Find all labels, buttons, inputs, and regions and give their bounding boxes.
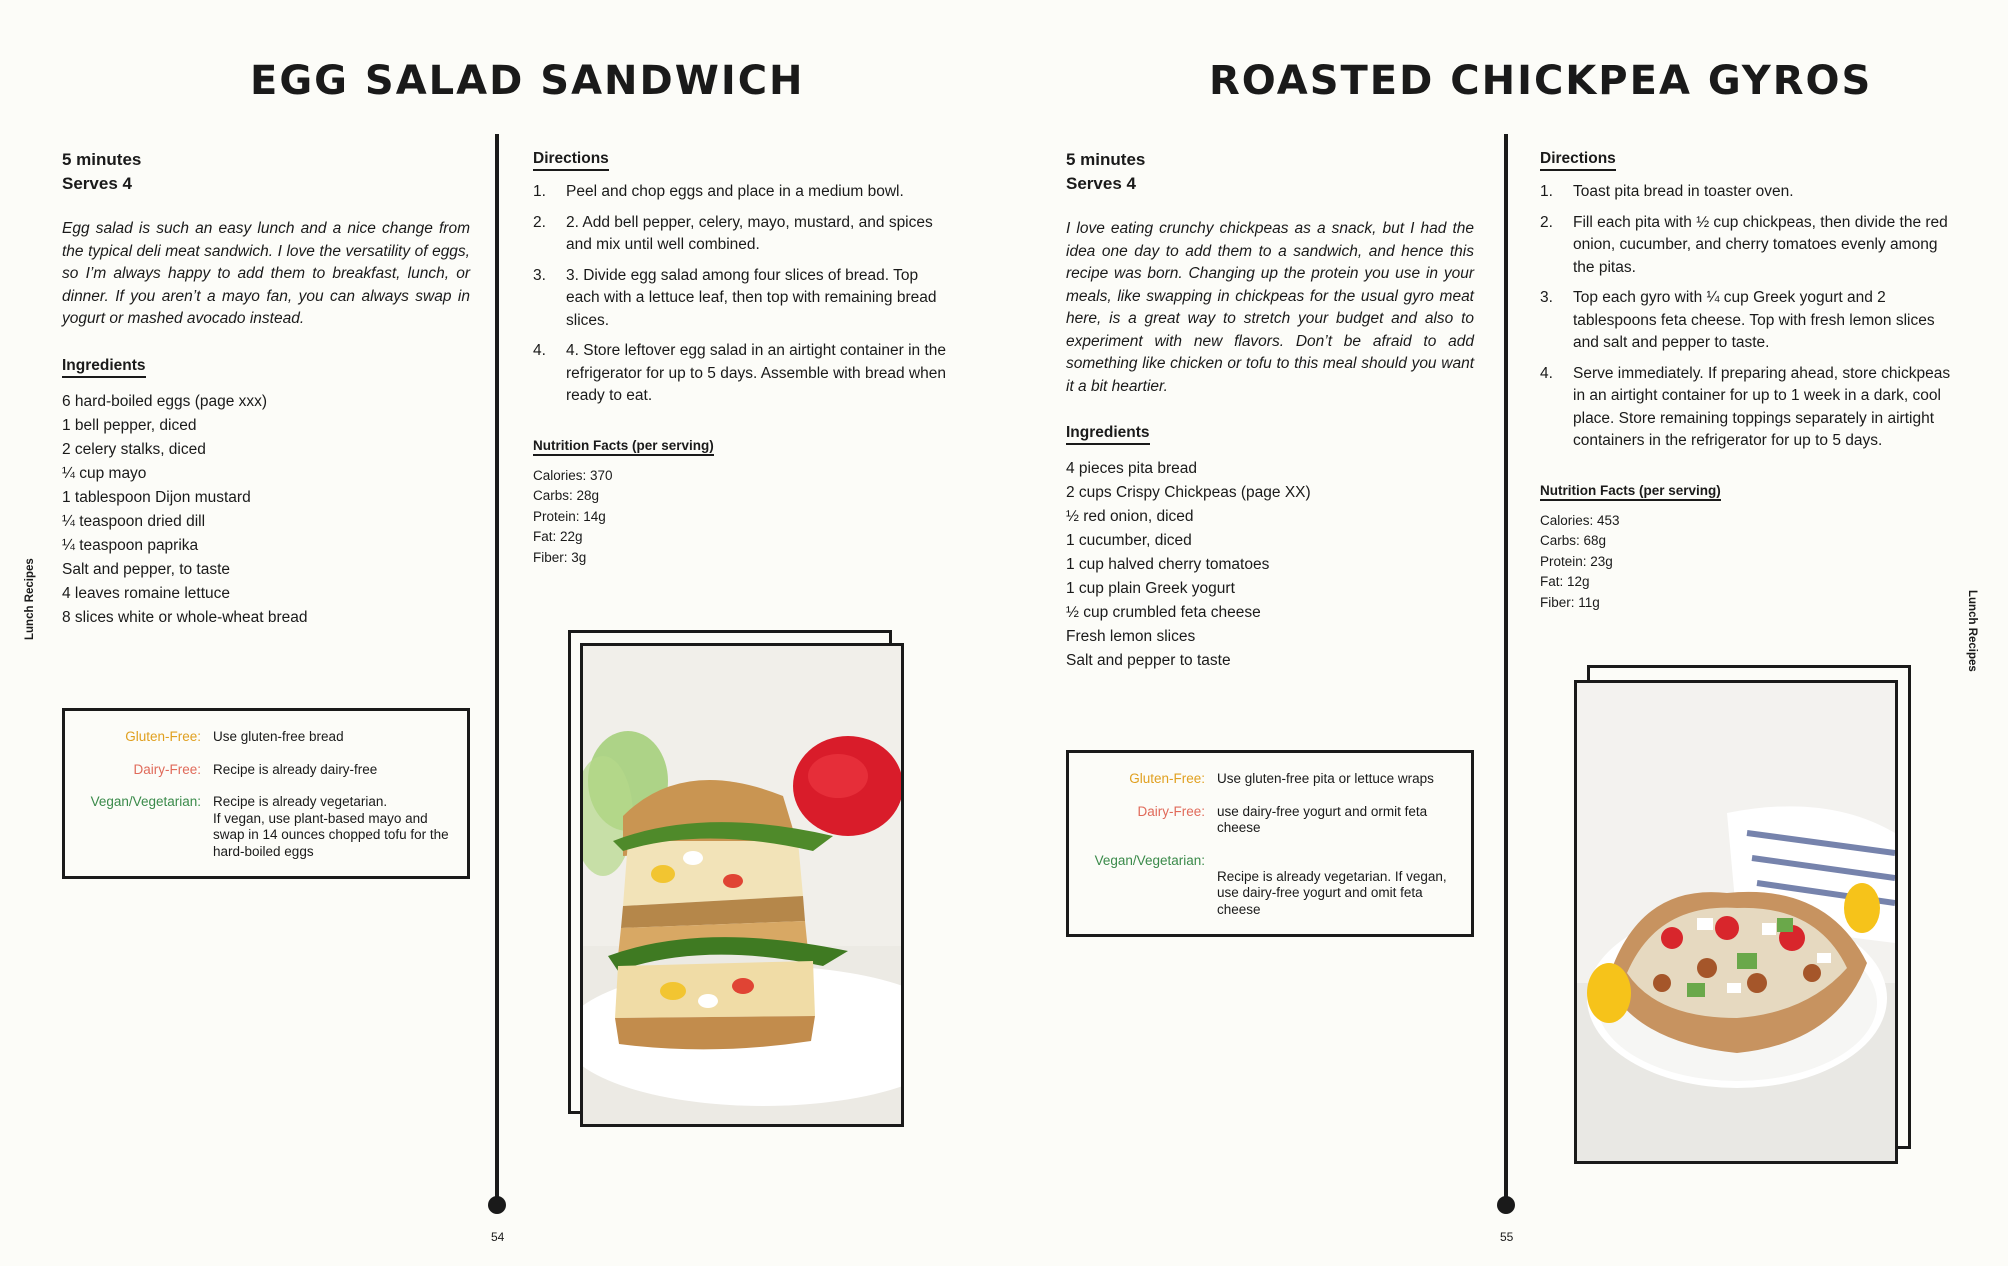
ingredient-item: Salt and pepper, to taste [62, 560, 231, 578]
chickpea-gyros-photo [1574, 680, 1898, 1164]
nutrition-item: Protein: 23g [1540, 553, 1613, 569]
ingredient-item: ¼ teaspoon paprika [62, 536, 199, 554]
vegan-label: Vegan/Vegetarian: [1094, 852, 1205, 868]
ingredients-heading: Ingredients [62, 357, 146, 378]
recipe-intro: I love eating crunchy chickpeas as a snack, but I had the idea one day to add them to a sandwich, and hence this recipe was born. Changing up the protein you use in your meals, like swapping in chickpeas for the usual gyro meat here, is a great way to stretch your budget and also to experiment with new flavors. Don’t be afraid to add something like chicken or tofu to this meal should you want it a bit heartier. [1066, 220, 1474, 395]
nutrition-item: Fat: 12g [1540, 574, 1590, 589]
dairy-free-value: Recipe is already dairy-free [213, 761, 378, 777]
nutrition-heading: Nutrition Facts (per serving) [533, 438, 714, 456]
ingredient-item: 4 pieces pita bread [1066, 460, 1197, 477]
diet-row-gluten-free [1077, 771, 1457, 788]
ingredient-item: ¼ teaspoon dried dill [62, 512, 206, 530]
spine-line [1504, 134, 1508, 1202]
nutrition-item: Fiber: 3g [533, 549, 587, 565]
directions-column [533, 150, 953, 568]
step-text: Serve immediately. If preparing ahead, store chickpeas in an airtight container for up to 1 week in a dark, cool place. Store remaining toppings separately in airtight containers in the refrigerator for up to 5 days. [1573, 364, 1951, 449]
ingredient-item: 1 cucumber, diced [1066, 532, 1192, 549]
direction-step [1540, 181, 1960, 204]
recipe-title: EGG SALAD SANDWICH [250, 58, 805, 104]
servings: Serves 4 [62, 174, 132, 193]
servings: Serves 4 [1066, 174, 1136, 193]
page-number: 55 [1500, 1230, 1514, 1244]
step-number: 4. [1540, 364, 1553, 382]
direction-step [533, 181, 953, 204]
diet-row-dairy-free [1077, 804, 1457, 837]
step-number: 2. [1540, 213, 1553, 231]
recipe-title: ROASTED CHICKPEA GYROS [1209, 58, 1873, 104]
ingredient-item: 2 celery stalks, diced [62, 440, 206, 458]
direction-step [533, 265, 953, 333]
recipe-info-column [1066, 148, 1474, 673]
direction-step [533, 212, 953, 257]
spine-dot [488, 1196, 506, 1214]
nutrition-item: Calories: 453 [1540, 512, 1620, 528]
nutrition-item: Fiber: 11g [1540, 594, 1600, 610]
recipe-info-column [62, 148, 470, 630]
directions-heading: Directions [533, 150, 609, 171]
dairy-free-label: Dairy-Free: [1137, 803, 1205, 819]
gluten-free-label: Gluten-Free: [1129, 771, 1205, 786]
step-number: 2. [533, 213, 546, 231]
ingredient-item: ¼ cup mayo [62, 464, 147, 482]
step-text: 4. Store leftover egg salad in an airtight container in the refrigerator for up to 5 days. Assemble with bread when ready to eat. [566, 342, 946, 404]
directions-heading: Directions [1540, 150, 1616, 171]
step-text: Top each gyro with ¼ cup Greek yogurt and 2 tablespoons feta cheese. Top with fresh lemon slices and salt and pepper to taste. [1573, 289, 1935, 351]
ingredients-heading: Ingredients [1066, 424, 1150, 445]
diet-row-vegan [1077, 853, 1457, 919]
nutrition-item: Protein: 14g [533, 508, 606, 524]
ingredient-item: 1 cup halved cherry tomatoes [1066, 556, 1270, 573]
direction-step [533, 340, 953, 408]
directions-list [1540, 181, 1960, 453]
directions-list [533, 181, 953, 408]
gluten-free-label: Gluten-Free: [125, 729, 201, 744]
dairy-free-value: use dairy-free yogurt and ormit feta cheese [1217, 803, 1428, 835]
page-number: 54 [491, 1230, 505, 1244]
spine-line [495, 134, 499, 1202]
step-number: 3. [533, 266, 546, 284]
nutrition-item: Carbs: 28g [533, 488, 600, 503]
nutrition-list [1540, 511, 1960, 614]
diet-row-gluten-free [73, 729, 453, 746]
prep-time: 5 minutes [62, 150, 142, 169]
step-text: Fill each pita with ½ cup chickpeas, then divide the red onion, cucumber, and cherry tomatoes evenly among the pitas. [1573, 213, 1948, 276]
ingredient-item: 1 bell pepper, diced [62, 416, 197, 434]
ingredient-item: 2 cups Crispy Chickpeas (page XX) [1066, 484, 1311, 501]
step-number: 1. [1540, 183, 1553, 200]
nutrition-item: Fat: 22g [533, 529, 583, 544]
ingredient-item: 4 leaves romaine lettuce [62, 584, 231, 602]
step-number: 1. [533, 183, 546, 200]
directions-column [1540, 150, 1960, 613]
vegan-value: Recipe is already vegetarian. If vegan, use dairy-free yogurt and omit feta cheese [1217, 868, 1447, 917]
ingredient-item: Fresh lemon slices [1066, 628, 1196, 645]
direction-step [1540, 363, 1960, 453]
diet-row-dairy-free [73, 762, 453, 779]
step-text: 2. Add bell pepper, celery, mayo, mustard, and spices and mix until well combined. [566, 213, 933, 253]
egg-salad-sandwich-photo [580, 643, 904, 1127]
vegan-label: Vegan/Vegetarian: [90, 794, 201, 809]
gluten-free-value: Use gluten-free bread [213, 729, 344, 744]
ingredients-list [1066, 457, 1474, 673]
dietary-options-box [62, 708, 470, 879]
direction-step [1540, 212, 1960, 280]
dietary-options-box [1066, 750, 1474, 937]
nutrition-heading: Nutrition Facts (per serving) [1540, 483, 1721, 501]
nutrition-list [533, 466, 953, 569]
direction-step [1540, 287, 1960, 355]
sandwich-illustration [583, 646, 901, 1124]
dairy-free-label: Dairy-Free: [133, 761, 201, 777]
right-page [1004, 0, 2008, 1266]
nutrition-item: Carbs: 68g [1540, 533, 1607, 548]
ingredient-item: 1 tablespoon Dijon mustard [62, 488, 251, 506]
step-text: 3. Divide egg salad among four slices of bread. Top each with a lettuce leaf, then top with remaining bread slices. [566, 266, 937, 329]
gluten-free-value: Use gluten-free pita or lettuce wraps [1217, 771, 1434, 786]
step-number: 4. [533, 342, 546, 359]
spine-dot [1497, 1196, 1515, 1214]
prep-time: 5 minutes [1066, 150, 1146, 169]
ingredient-item: 6 hard-boiled eggs (page xxx) [62, 392, 268, 410]
ingredient-item: ½ cup crumbled feta cheese [1066, 604, 1261, 621]
ingredients-list [62, 390, 470, 630]
section-tab: Lunch Recipes [1966, 590, 1978, 672]
ingredient-item: 1 cup plain Greek yogurt [1066, 580, 1235, 597]
diet-row-vegan [73, 794, 453, 860]
ingredient-item: 8 slices white or whole-wheat bread [62, 608, 308, 626]
section-tab: Lunch Recipes [24, 558, 36, 640]
gyro-illustration [1577, 683, 1895, 1161]
nutrition-item: Calories: 370 [533, 467, 613, 483]
step-number: 3. [1540, 289, 1553, 306]
ingredient-item: ½ red onion, diced [1066, 508, 1194, 525]
step-text: Toast pita bread in toaster oven. [1573, 183, 1794, 200]
vegan-value: Recipe is already vegetarian. If vegan, use plant-based mayo and swap in 14 ounces chopped tofu for the hard-boiled eggs [213, 794, 449, 859]
recipe-intro: Egg salad is such an easy lunch and a nice change from the typical deli meat sandwich. I love the versatility of eggs, so I’m always happy to add them to breakfast, lunch, or dinner. If you aren’t a mayo fan, you can always swap in yogurt or mashed avocado instead. [62, 220, 470, 327]
step-text: Peel and chop eggs and place in a medium bowl. [566, 183, 904, 200]
ingredient-item: Salt and pepper to taste [1066, 652, 1231, 669]
